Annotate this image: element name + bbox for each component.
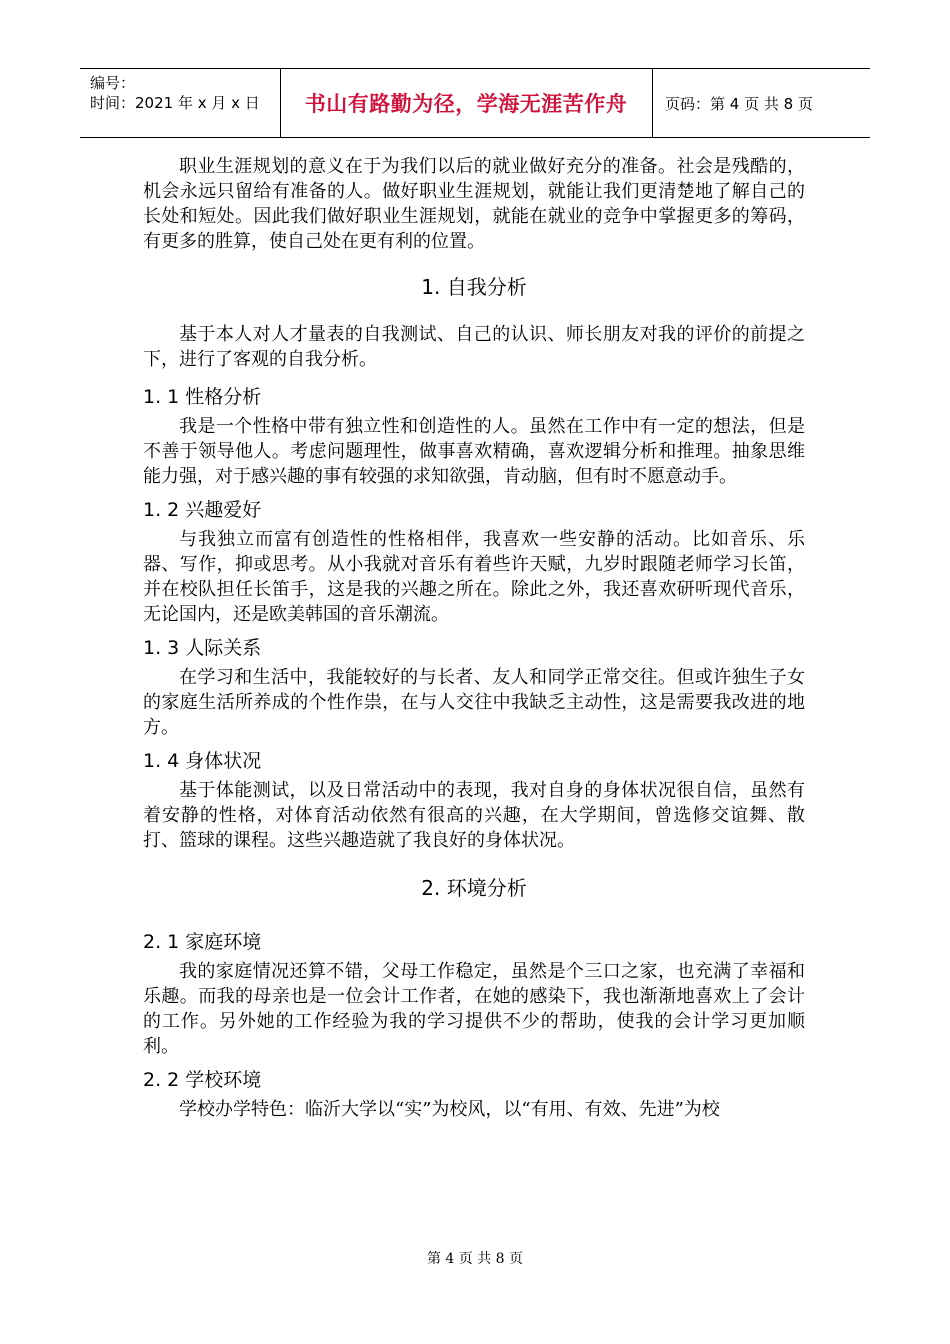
document-body (143, 154, 805, 1122)
subsection-1-2-title: 1. 2 兴趣爱好 (143, 499, 262, 521)
subsection-1-2-text: 与我独立而富有创造性的性格相伴，我喜欢一些安静的活动。比如音乐、乐器、写作，抑或思考。从小我就对音乐有着些许天赋，九岁时跟随老师学习长笛，并在校队担任长笛手，这是我的兴趣之所在。除此之外，我还喜欢研听现代音乐，无论国内，还是欧美韩国的音乐潮流。 (143, 529, 805, 625)
header-motto-cell (280, 69, 653, 137)
section-2-title: 2. 环境分析 (421, 876, 527, 900)
subsection-1-4-title: 1. 4 身体状况 (143, 750, 262, 772)
section-1-title: 1. 自我分析 (421, 275, 527, 299)
subsection-1-1-text: 我是一个性格中带有独立性和创造性的人。虽然在工作中有一定的想法，但是不善于领导他人。考虑问题理性，做事喜欢精确，喜欢逻辑分析和推理。抽象思维能力强，对于感兴趣的事有较强的求知欲强，肯动脑，但有时不愿意动手。 (143, 416, 805, 487)
subsection-1-1-title: 1. 1 性格分析 (143, 386, 262, 408)
intro-paragraph: 职业生涯规划的意义在于为我们以后的就业做好充分的准备。社会是残酷的，机会永远只留给有准备的人。做好职业生涯规划，就能让我们更清楚地了解自己的长处和短处。因此我们做好职业生涯规划，就能在就业的竞争中掌握更多的筹码，有更多的胜算，使自己处在更有利的位置。 (143, 156, 805, 252)
page-footer: 第 4 页 共 8 页 (426, 1251, 524, 1267)
date-line: 时间：2021 年 x 月 x 日 (90, 94, 260, 112)
header-page-info: 页码：第 4 页 共 8 页 (665, 94, 813, 113)
subsection-2-1-title: 2. 1 家庭环境 (143, 931, 262, 953)
subsection-1-3-title: 1. 3 人际关系 (143, 637, 262, 659)
subsection-2-2-text: 学校办学特色：临沂大学以“实”为校风，以“有用、有效、先进”为校 (179, 1099, 720, 1120)
subsection-2-2-title: 2. 2 学校环境 (143, 1069, 262, 1091)
subsection-1-3-text: 在学习和生活中，我能较好的与长者、友人和同学正常交往。但或许独生子女的家庭生活所养成的个性作祟，在与人交往中我缺乏主动性，这是需要我改进的地方。 (143, 667, 805, 738)
header-meta (80, 69, 281, 137)
page-header (80, 68, 870, 138)
header-motto: 书山有路勤为径，学海无涯苦作舟 (304, 92, 628, 116)
section-1-intro: 基于本人对人才量表的自我测试、自己的认识、师长朋友对我的评价的前提之下，进行了客观的自我分析。 (143, 324, 805, 370)
code-label: 编号： (90, 74, 136, 92)
subsection-1-4-text: 基于体能测试，以及日常活动中的表现，我对自身的身体状况很自信，虽然有着安静的性格，对体育活动依然有很高的兴趣，在大学期间，曾选修交谊舞、散打、篮球的课程。这些兴趣造就了我良好的身体状况。 (143, 780, 805, 851)
subsection-2-1-text: 我的家庭情况还算不错，父母工作稳定，虽然是个三口之家，也充满了幸福和乐趣。而我的母亲也是一位会计工作者，在她的感染下，我也渐渐地喜欢上了会计的工作。另外她的工作经验为我的学习提供不少的帮助，使我的会计学习更加顺利。 (143, 961, 805, 1057)
